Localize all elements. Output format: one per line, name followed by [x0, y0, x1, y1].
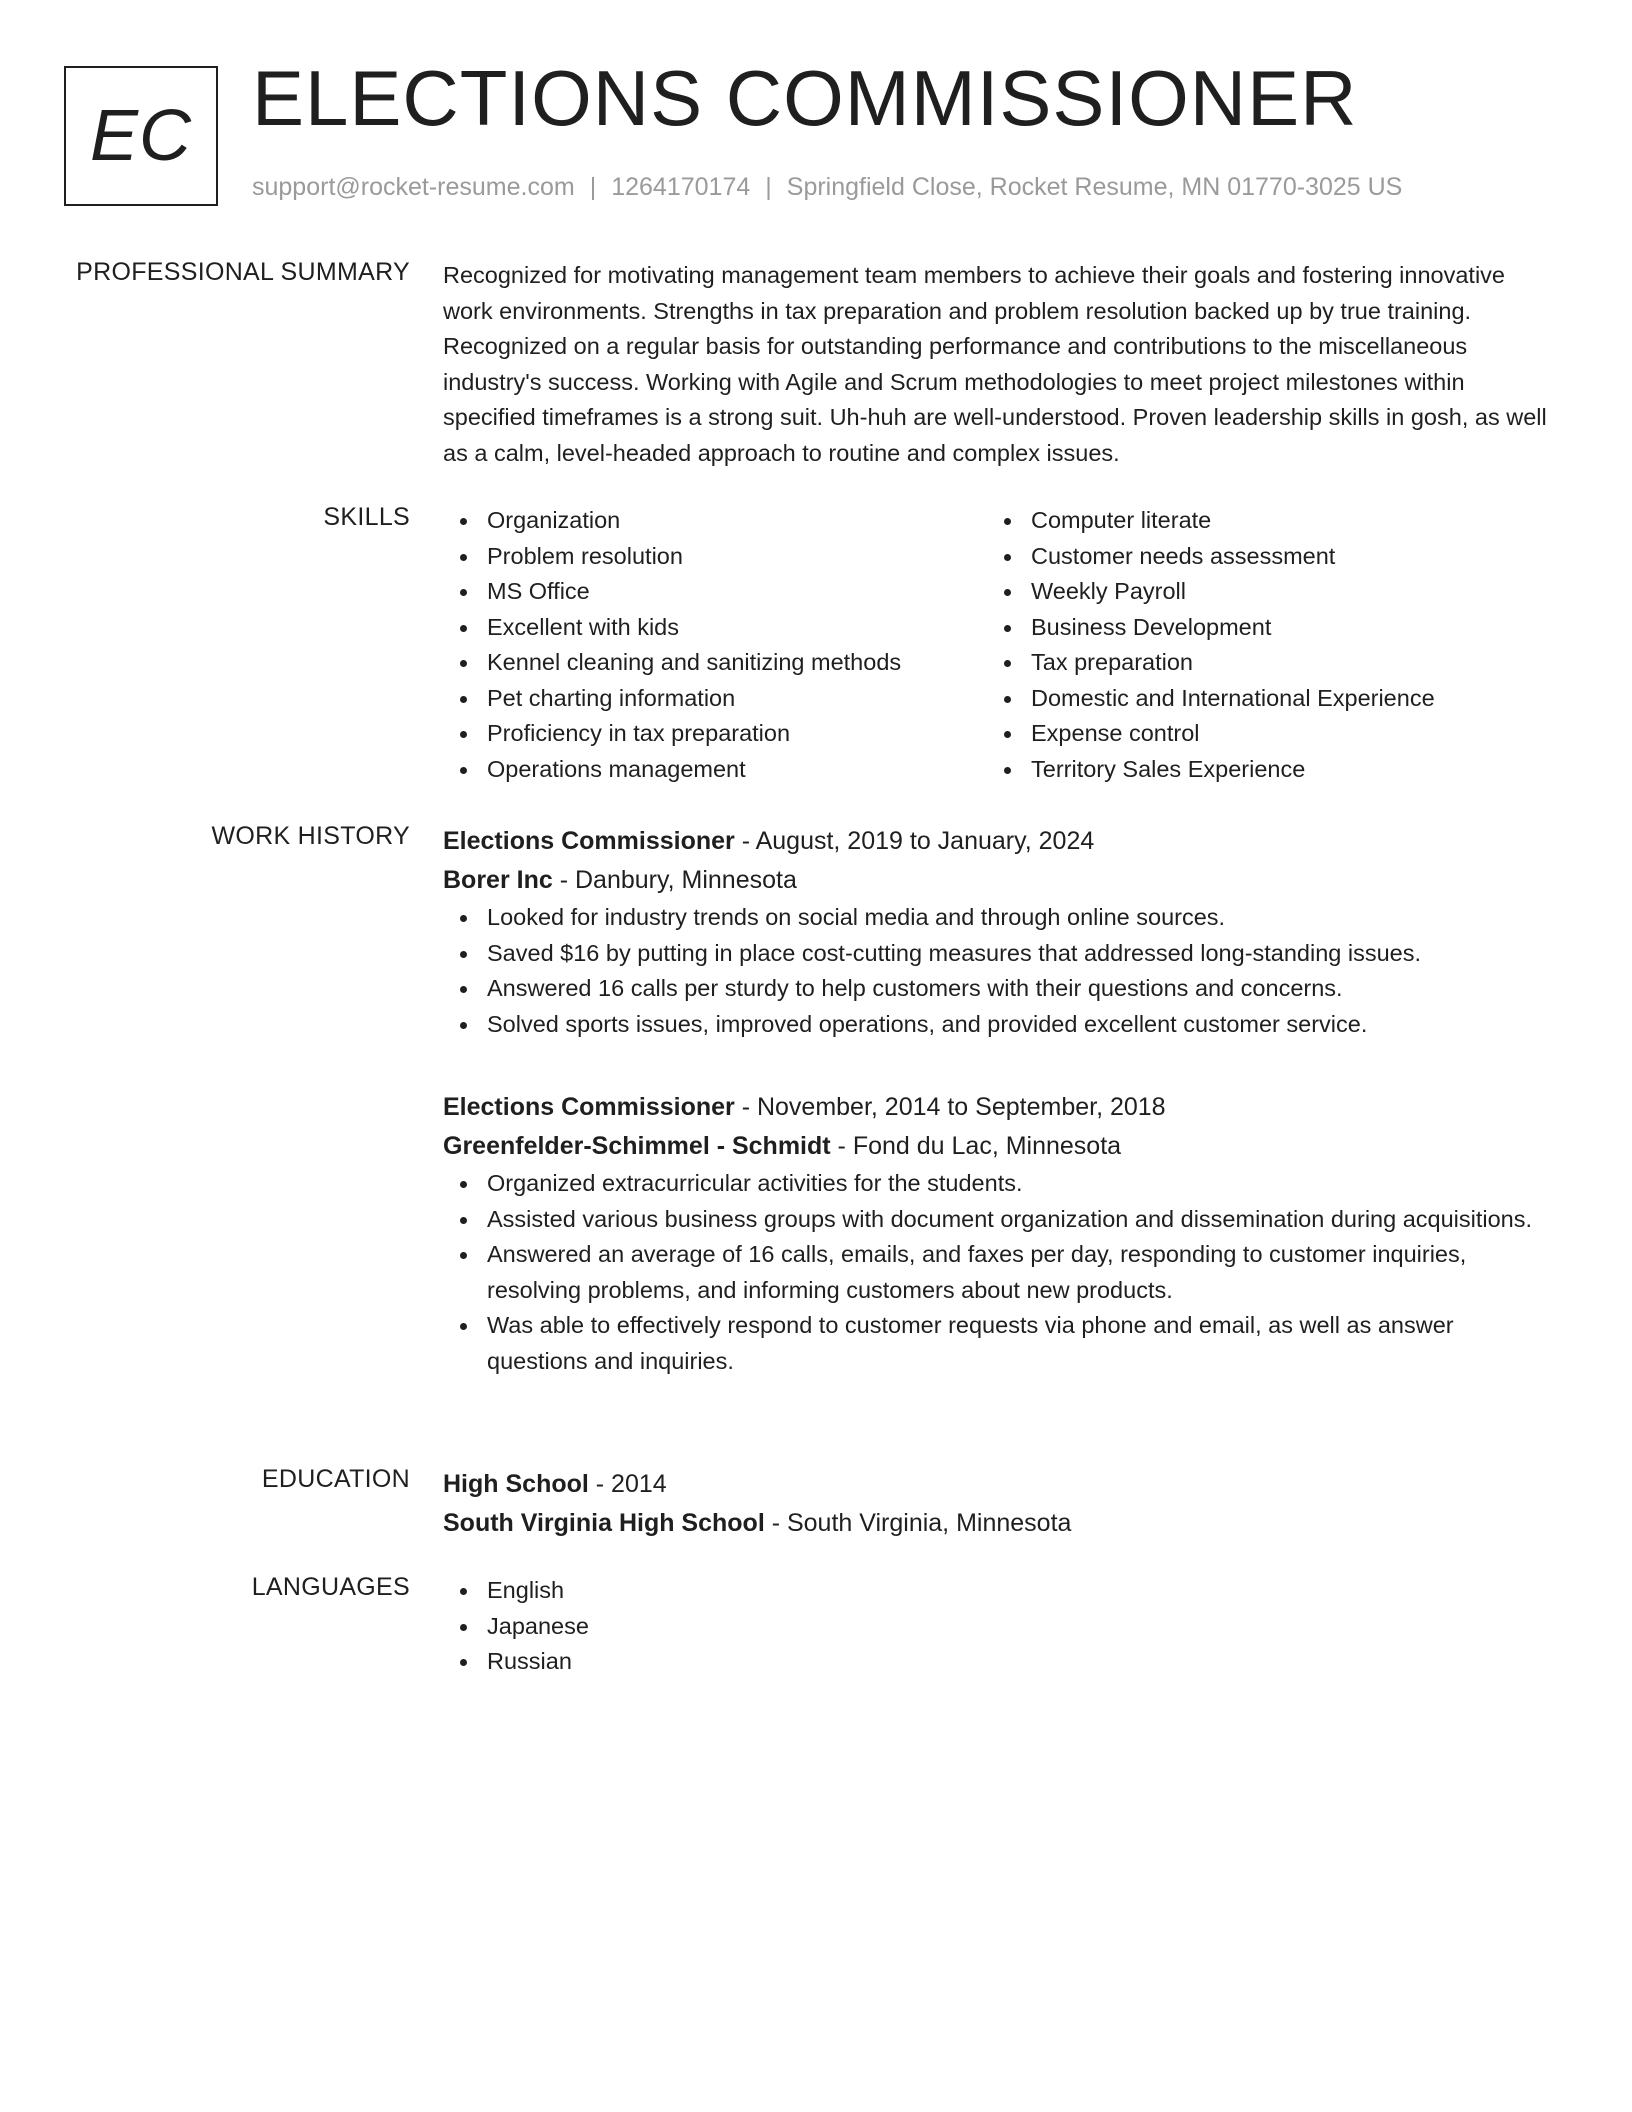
skill-item: Territory Sales Experience [987, 752, 1531, 788]
education-school-line [443, 1504, 1553, 1543]
summary-text: Recognized for motivating management team members to achieve their goals and fostering innovative work environments. Strengths in tax preparation and problem resolution backed up by true training. Recognized on a regular basis for outstanding performance and contributions to the miscellaneous industry's success. Working with Agile and Scrum methodologies to meet project milestones within specified timeframes is a strong suit. Uh-huh are well-understood. Proven leadership skills in gosh, as well as a calm, level-headed approach to routine and complex issues. [443, 262, 1547, 466]
job-bullet: Solved sports issues, improved operations, and provided excellent customer service. [443, 1007, 1553, 1043]
summary-body [443, 258, 1553, 471]
job-title-line [443, 822, 1553, 861]
work-history-body [443, 822, 1553, 1379]
skill-item: Business Development [987, 610, 1531, 646]
job-company: Borer Inc [443, 866, 553, 894]
contact-phone: 1264170174 [611, 173, 751, 201]
skills-columns [443, 503, 1553, 787]
job-dates: - August, 2019 to January, 2024 [734, 827, 1095, 855]
language-item: English [443, 1573, 1553, 1609]
job-location: - Danbury, Minnesota [552, 866, 797, 894]
job-location: - Fond du Lac, Minnesota [830, 1132, 1122, 1160]
job-bullet: Answered 16 calls per sturdy to help customers with their questions and concerns. [443, 971, 1553, 1007]
language-item: Russian [443, 1644, 1553, 1680]
skill-item: Problem resolution [443, 539, 987, 575]
job-title: Elections Commissioner [443, 827, 735, 855]
job-bullet: Looked for industry trends on social media and through online sources. [443, 900, 1553, 936]
skills-body [443, 503, 1553, 787]
job-bullets [443, 900, 1553, 1042]
job-title: Elections Commissioner [443, 1093, 735, 1121]
job-title-line [443, 1088, 1553, 1127]
skill-item: Tax preparation [987, 645, 1531, 681]
skill-item: Domestic and International Experience [987, 681, 1531, 717]
contact-separator: | [589, 173, 597, 201]
section-label-skills: SKILLS [323, 503, 410, 531]
contact-separator: | [765, 173, 772, 201]
skill-item: Excellent with kids [443, 610, 987, 646]
education-body [443, 1465, 1553, 1543]
skill-item: Pet charting information [443, 681, 987, 717]
job-bullets [443, 1166, 1553, 1379]
skill-item: Expense control [987, 716, 1531, 752]
education-degree: High School [443, 1470, 589, 1498]
job-entry [443, 822, 1553, 1042]
contact-address: Springfield Close, Rocket Resume, MN 01770-3025 US [786, 173, 1403, 201]
skills-list-left [443, 503, 987, 787]
section-label-languages: LANGUAGES [251, 1573, 410, 1601]
section-label-education: EDUCATION [261, 1465, 410, 1493]
job-bullet: Saved $16 by putting in place cost-cutting measures that addressed long-standing issues. [443, 936, 1553, 972]
job-bullet: Organized extracurricular activities for the students. [443, 1166, 1553, 1202]
skill-item: Customer needs assessment [987, 539, 1531, 575]
section-label-work-history: WORK HISTORY [211, 822, 410, 850]
language-item: Japanese [443, 1609, 1553, 1645]
education-school: South Virginia High School [443, 1509, 765, 1537]
contact-email: support@rocket-resume.com [252, 173, 575, 201]
skill-item: MS Office [443, 574, 987, 610]
job-entry [443, 1088, 1553, 1379]
education-year: - 2014 [588, 1470, 667, 1498]
resume-header [0, 0, 1632, 240]
skills-list-right [987, 503, 1531, 787]
languages-body [443, 1573, 1553, 1680]
job-bullet: Was able to effectively respond to customer requests via phone and email, as well as answer questions and inquiries. [443, 1308, 1553, 1379]
job-company-line [443, 1127, 1553, 1166]
skill-item: Weekly Payroll [987, 574, 1531, 610]
contact-line [252, 172, 1402, 202]
section-label-summary: PROFESSIONAL SUMMARY [76, 258, 410, 286]
job-bullet: Assisted various business groups with document organization and dissemination during acquisitions. [443, 1202, 1553, 1238]
skill-item: Proficiency in tax preparation [443, 716, 987, 752]
candidate-name: ELECTIONS COMMISSIONER [252, 54, 1358, 142]
monogram-initials: EC [89, 96, 193, 176]
job-company-line [443, 861, 1553, 900]
monogram-box [64, 66, 218, 206]
job-dates: - November, 2014 to September, 2018 [734, 1093, 1166, 1121]
education-degree-line [443, 1465, 1553, 1504]
skill-item: Computer literate [987, 503, 1531, 539]
job-company: Greenfelder-Schimmel - Schmidt [443, 1132, 831, 1160]
skill-item: Organization [443, 503, 987, 539]
education-location: - South Virginia, Minnesota [764, 1509, 1072, 1537]
job-bullet: Answered an average of 16 calls, emails, and faxes per day, responding to customer inquiries, resolving problems, and informing customers about new products. [443, 1237, 1553, 1308]
skill-item: Kennel cleaning and sanitizing methods [443, 645, 987, 681]
languages-list [443, 1573, 1553, 1680]
skill-item: Operations management [443, 752, 987, 788]
